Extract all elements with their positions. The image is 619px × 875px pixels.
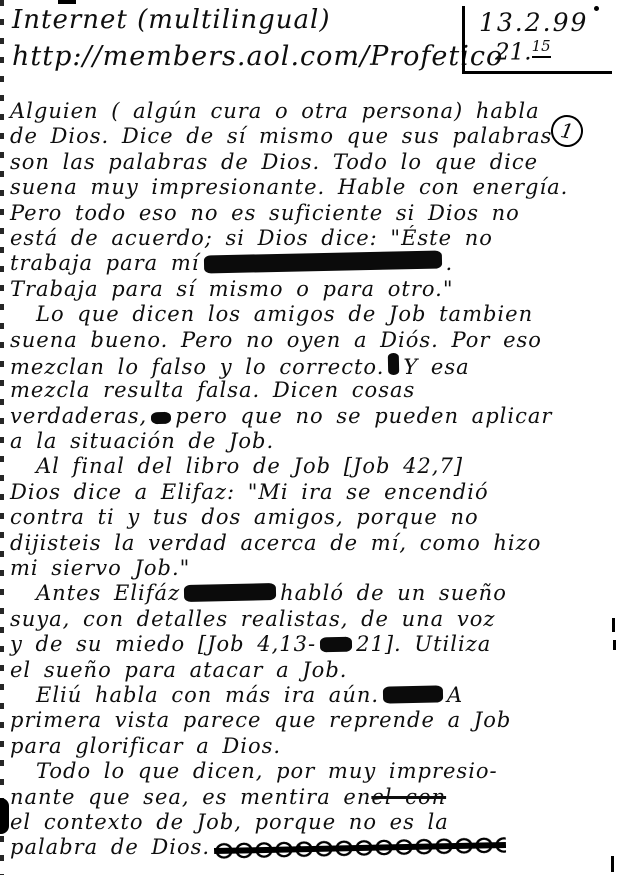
page-number-circled: 1 xyxy=(548,112,585,149)
text-segment: suena bueno. Pero no oyen a Diós. Por eso xyxy=(10,327,542,352)
text-segment: Trabaja para sí mismo o para otro." xyxy=(10,276,454,301)
handwritten-line xyxy=(10,785,614,810)
text-segment: nante que sea, es mentira en xyxy=(10,784,372,809)
text-segment: son las palabras de Dios. Todo lo que dice xyxy=(10,149,539,174)
text-segment: el sueño para atacar a Job. xyxy=(10,657,348,682)
text-segment: A xyxy=(447,682,464,707)
text-segment: dijisteis la verdad acerca de mí, como hizo xyxy=(10,530,542,555)
text-segment: Pero todo eso no es suficiente si Dios no xyxy=(10,200,520,225)
text-segment: . xyxy=(445,251,454,276)
text-segment: Antes Elifáz xyxy=(36,581,181,606)
handwritten-line xyxy=(10,302,614,327)
handwritten-line xyxy=(10,632,614,657)
handwritten-line xyxy=(10,734,614,759)
text-segment: contra ti y tus dos amigos, porque no xyxy=(10,505,479,530)
handwritten-line xyxy=(10,201,614,226)
scan-artifact xyxy=(58,0,76,4)
text-segment: mi siervo Job." xyxy=(10,556,191,581)
scribbled-out-text xyxy=(214,834,506,861)
handwritten-line xyxy=(10,251,614,276)
scribbled-out-text xyxy=(151,411,171,423)
text-segment: 21]. Utiliza xyxy=(356,632,492,657)
struck-through-text: el con xyxy=(371,784,447,809)
handwritten-line xyxy=(10,556,614,581)
handwritten-line xyxy=(10,226,614,251)
text-segment: verdaderas, xyxy=(10,403,148,428)
handwritten-line xyxy=(10,759,614,784)
handwritten-line xyxy=(10,810,614,835)
handwritten-line xyxy=(10,683,614,708)
handwritten-line xyxy=(10,480,614,505)
handwritten-line xyxy=(10,277,614,302)
text-segment: Todo lo que dicen, por muy impresio- xyxy=(36,759,498,784)
handwritten-line xyxy=(10,505,614,530)
handwritten-line xyxy=(10,607,614,632)
text-segment: Al final del libro de Job [Job 42,7] xyxy=(36,454,464,479)
scan-blotch-artifact xyxy=(0,798,9,834)
header-url: http://members.aol.com/Profetico xyxy=(12,41,504,72)
scribbled-out-text xyxy=(388,353,399,375)
handwritten-line xyxy=(10,378,614,403)
handwritten-body xyxy=(10,99,614,861)
handwritten-line xyxy=(10,708,614,733)
text-segment: para glorificar a Dios. xyxy=(10,733,282,758)
time-hour: 21. xyxy=(495,39,532,66)
handwritten-line xyxy=(10,175,614,200)
handwritten-line xyxy=(10,835,614,860)
text-segment: palabra de Dios. xyxy=(10,835,211,860)
text-segment: de Dios. Dice de sí mismo que sus palabras xyxy=(10,124,553,149)
text-segment: Dios dice a Elifaz: "Mi ira se encendió xyxy=(10,479,489,504)
text-segment: Eliú habla con más ira aún. xyxy=(36,682,380,707)
handwritten-line xyxy=(10,404,614,429)
text-segment: a la situación de Job. xyxy=(10,429,275,454)
handwritten-line xyxy=(10,328,614,353)
text-segment: Alguien ( algún cura o otra persona) habla xyxy=(10,99,540,123)
scribbled-out-text xyxy=(203,251,441,274)
text-segment: mezcla resulta falsa. Dicen cosas xyxy=(10,378,416,403)
time-minutes: 15 xyxy=(532,37,551,58)
text-segment: Lo que dicen los amigos de Job tambien xyxy=(36,302,534,327)
text-segment: suena muy impresionante. Hable con energía. xyxy=(10,175,569,200)
text-segment: pero que no se pueden aplicar xyxy=(175,403,553,428)
text-segment: el contexto de Job, porque no es la xyxy=(10,809,449,834)
handwritten-line xyxy=(10,581,614,606)
header xyxy=(12,5,503,72)
handwritten-line xyxy=(10,99,614,124)
scribbled-out-text xyxy=(383,685,443,703)
handwritten-line xyxy=(10,429,614,454)
header-title: Internet (multilingual) xyxy=(12,5,331,35)
text-segment: y de su miedo [Job 4,13- xyxy=(10,632,317,657)
handwritten-line xyxy=(10,353,614,378)
date-box xyxy=(462,6,612,74)
handwritten-line xyxy=(10,454,614,479)
time-text xyxy=(495,37,608,66)
text-segment: está de acuerdo; si Dios dice: "Éste no xyxy=(10,225,493,250)
text-segment: habló de un sueño xyxy=(280,581,507,606)
scribbled-out-text xyxy=(184,583,276,602)
text-segment: trabaja para mí xyxy=(10,251,200,276)
text-segment: Y esa xyxy=(403,354,470,379)
scan-edge-artifact xyxy=(0,0,4,875)
handwritten-line xyxy=(10,531,614,556)
text-segment: suya, con detalles realistas, de una voz xyxy=(10,606,496,631)
text-segment: primera vista parece que reprende a Job xyxy=(10,708,512,733)
date-text: 13.2.99 xyxy=(479,8,589,37)
text-segment: mezclan lo falso y lo correcto. xyxy=(10,354,385,379)
handwritten-line xyxy=(10,124,614,149)
scribbled-out-text xyxy=(320,637,352,653)
handwritten-line xyxy=(10,658,614,683)
handwritten-line xyxy=(10,150,614,175)
